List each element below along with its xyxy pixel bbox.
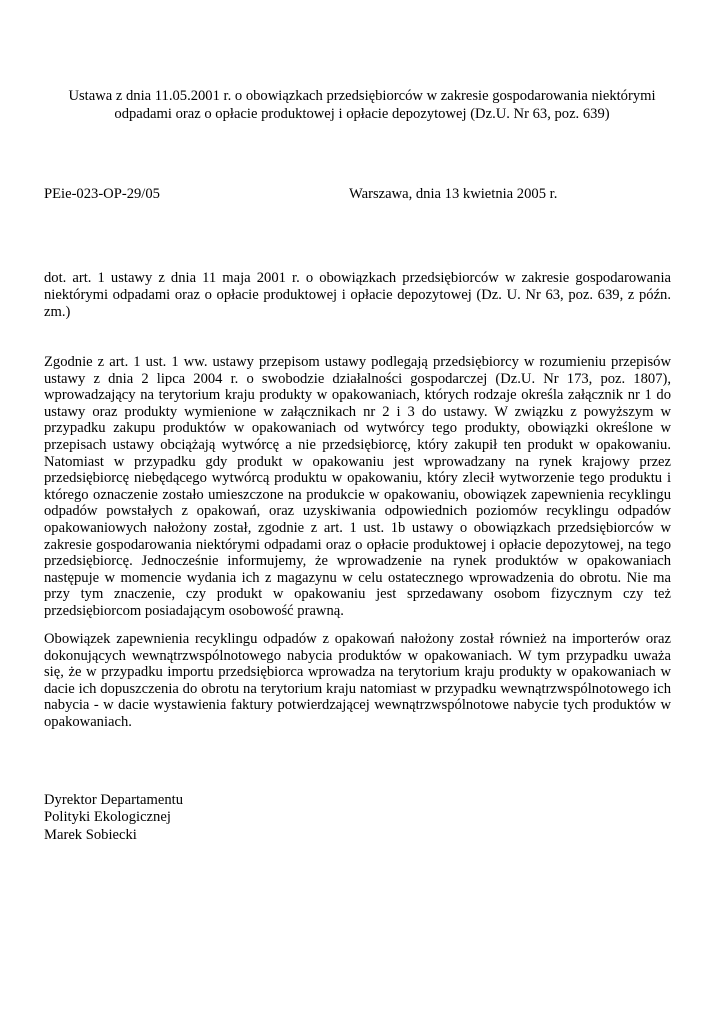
title-line-1: Ustawa z dnia 11.05.2001 r. o obowiązkach przedsiębiorców w zakresie gospodarowania niektórymi — [68, 88, 656, 104]
place-and-date: Warszawa, dnia 13 kwietnia 2005 r. — [349, 186, 558, 202]
body-paragraph-2: Obowiązek zapewnienia recyklingu odpadów z opakowań nałożony został również na importerów oraz dokonujących wewnątrzwspólnotowego nabycia produktów w opakowaniach. W tym przypadku uważa się, że w przypadku importu przedsiębiorca wprowadza na terytorium kraju produkty w opakowaniach w dacie ich dopuszczenia do obrotu na terytorium kraju natomiast w przypadku wewnątrzwspólnotowego ich nabycia - w dacie wystawienia faktury potwierdzającej wewnątrzwspólnotowe nabycie tych produktów w opakowaniach. — [44, 631, 671, 730]
signature-title-line-1: Dyrektor Departamentu — [44, 792, 183, 808]
signature-title-line-2: Polityki Ekologicznej — [44, 809, 171, 826]
reference-row — [44, 186, 680, 206]
body-paragraph-1: Zgodnie z art. 1 ust. 1 ww. ustawy przepisom ustawy podlegają przedsiębiorcy w rozumieniu przepisów ustawy z dnia 2 lipca 2004 r. o swobodzie działalności gospodarczej (Dz.U. Nr 173, poz. 1807), wprowadzający na terytorium kraju produkty w opakowaniach, których rodzaje określa załącznik nr 1 do ustawy oraz produkty wymienione w załącznikach nr 2 i 3 do ustawy. W związku z powyższym w przypadku zakupu produktów w opakowaniach od wytwórcy tego produkty, obowiązki określone w przepisach ustawy obciążają wytwórcę a nie przedsiębiorcę, który zakupił ten produkt w opakowaniu. Natomiast w przypadku gdy produkt w opakowaniu jest wprowadzany na rynek krajowy przez przedsiębiorcę niebędącego wytwórcą produktu w opakowaniu, który zlecił wytworzenie tego produktu i którego oznaczenie zostało umieszczone na produkcie w opakowaniu, obowiązek zapewnienia recyklingu odpadów powstałych z opakowań, oraz uzyskiwania odpowiednich poziomów recyklingu odpadów opakowaniowych nałożony został, zgodnie z art. 1 ust. 1b ustawy o obowiązkach przedsiębiorców w zakresie gospodarowania niektórymi odpadami oraz o opłacie produktowej i opłacie depozytowej, na tego przedsiębiorcę. Jednocześnie informujemy, że wprowadzenie na rynek produktów w opakowaniach następuje w momencie wydania ich z magazynu w celu ostatecznego wprowadzenia do obrotu. Nie ma przy tym znaczenie, czy produkt w opakowaniu jest sprzedawany osobom fizycznym czy też przedsiębiorcom posiadającym osobowość prawną. — [44, 354, 671, 619]
subject-line: dot. art. 1 ustawy z dnia 11 maja 2001 r. o obowiązkach przedsiębiorców w zakresie gospodarowania niektórymi odpadami oraz o opłacie produktowej i opłacie depozytowej (Dz. U. Nr 63, poz. 639, z późn. zm.) — [44, 270, 671, 321]
signature-block — [44, 792, 183, 844]
document-title — [44, 88, 680, 123]
title-line-2: odpadami oraz o opłacie produktowej i opłacie depozytowej (Dz.U. Nr 63, poz. 639) — [114, 105, 610, 122]
signature-name: Marek Sobiecki — [44, 826, 137, 843]
reference-number: PEie-023-OP-29/05 — [44, 186, 160, 202]
